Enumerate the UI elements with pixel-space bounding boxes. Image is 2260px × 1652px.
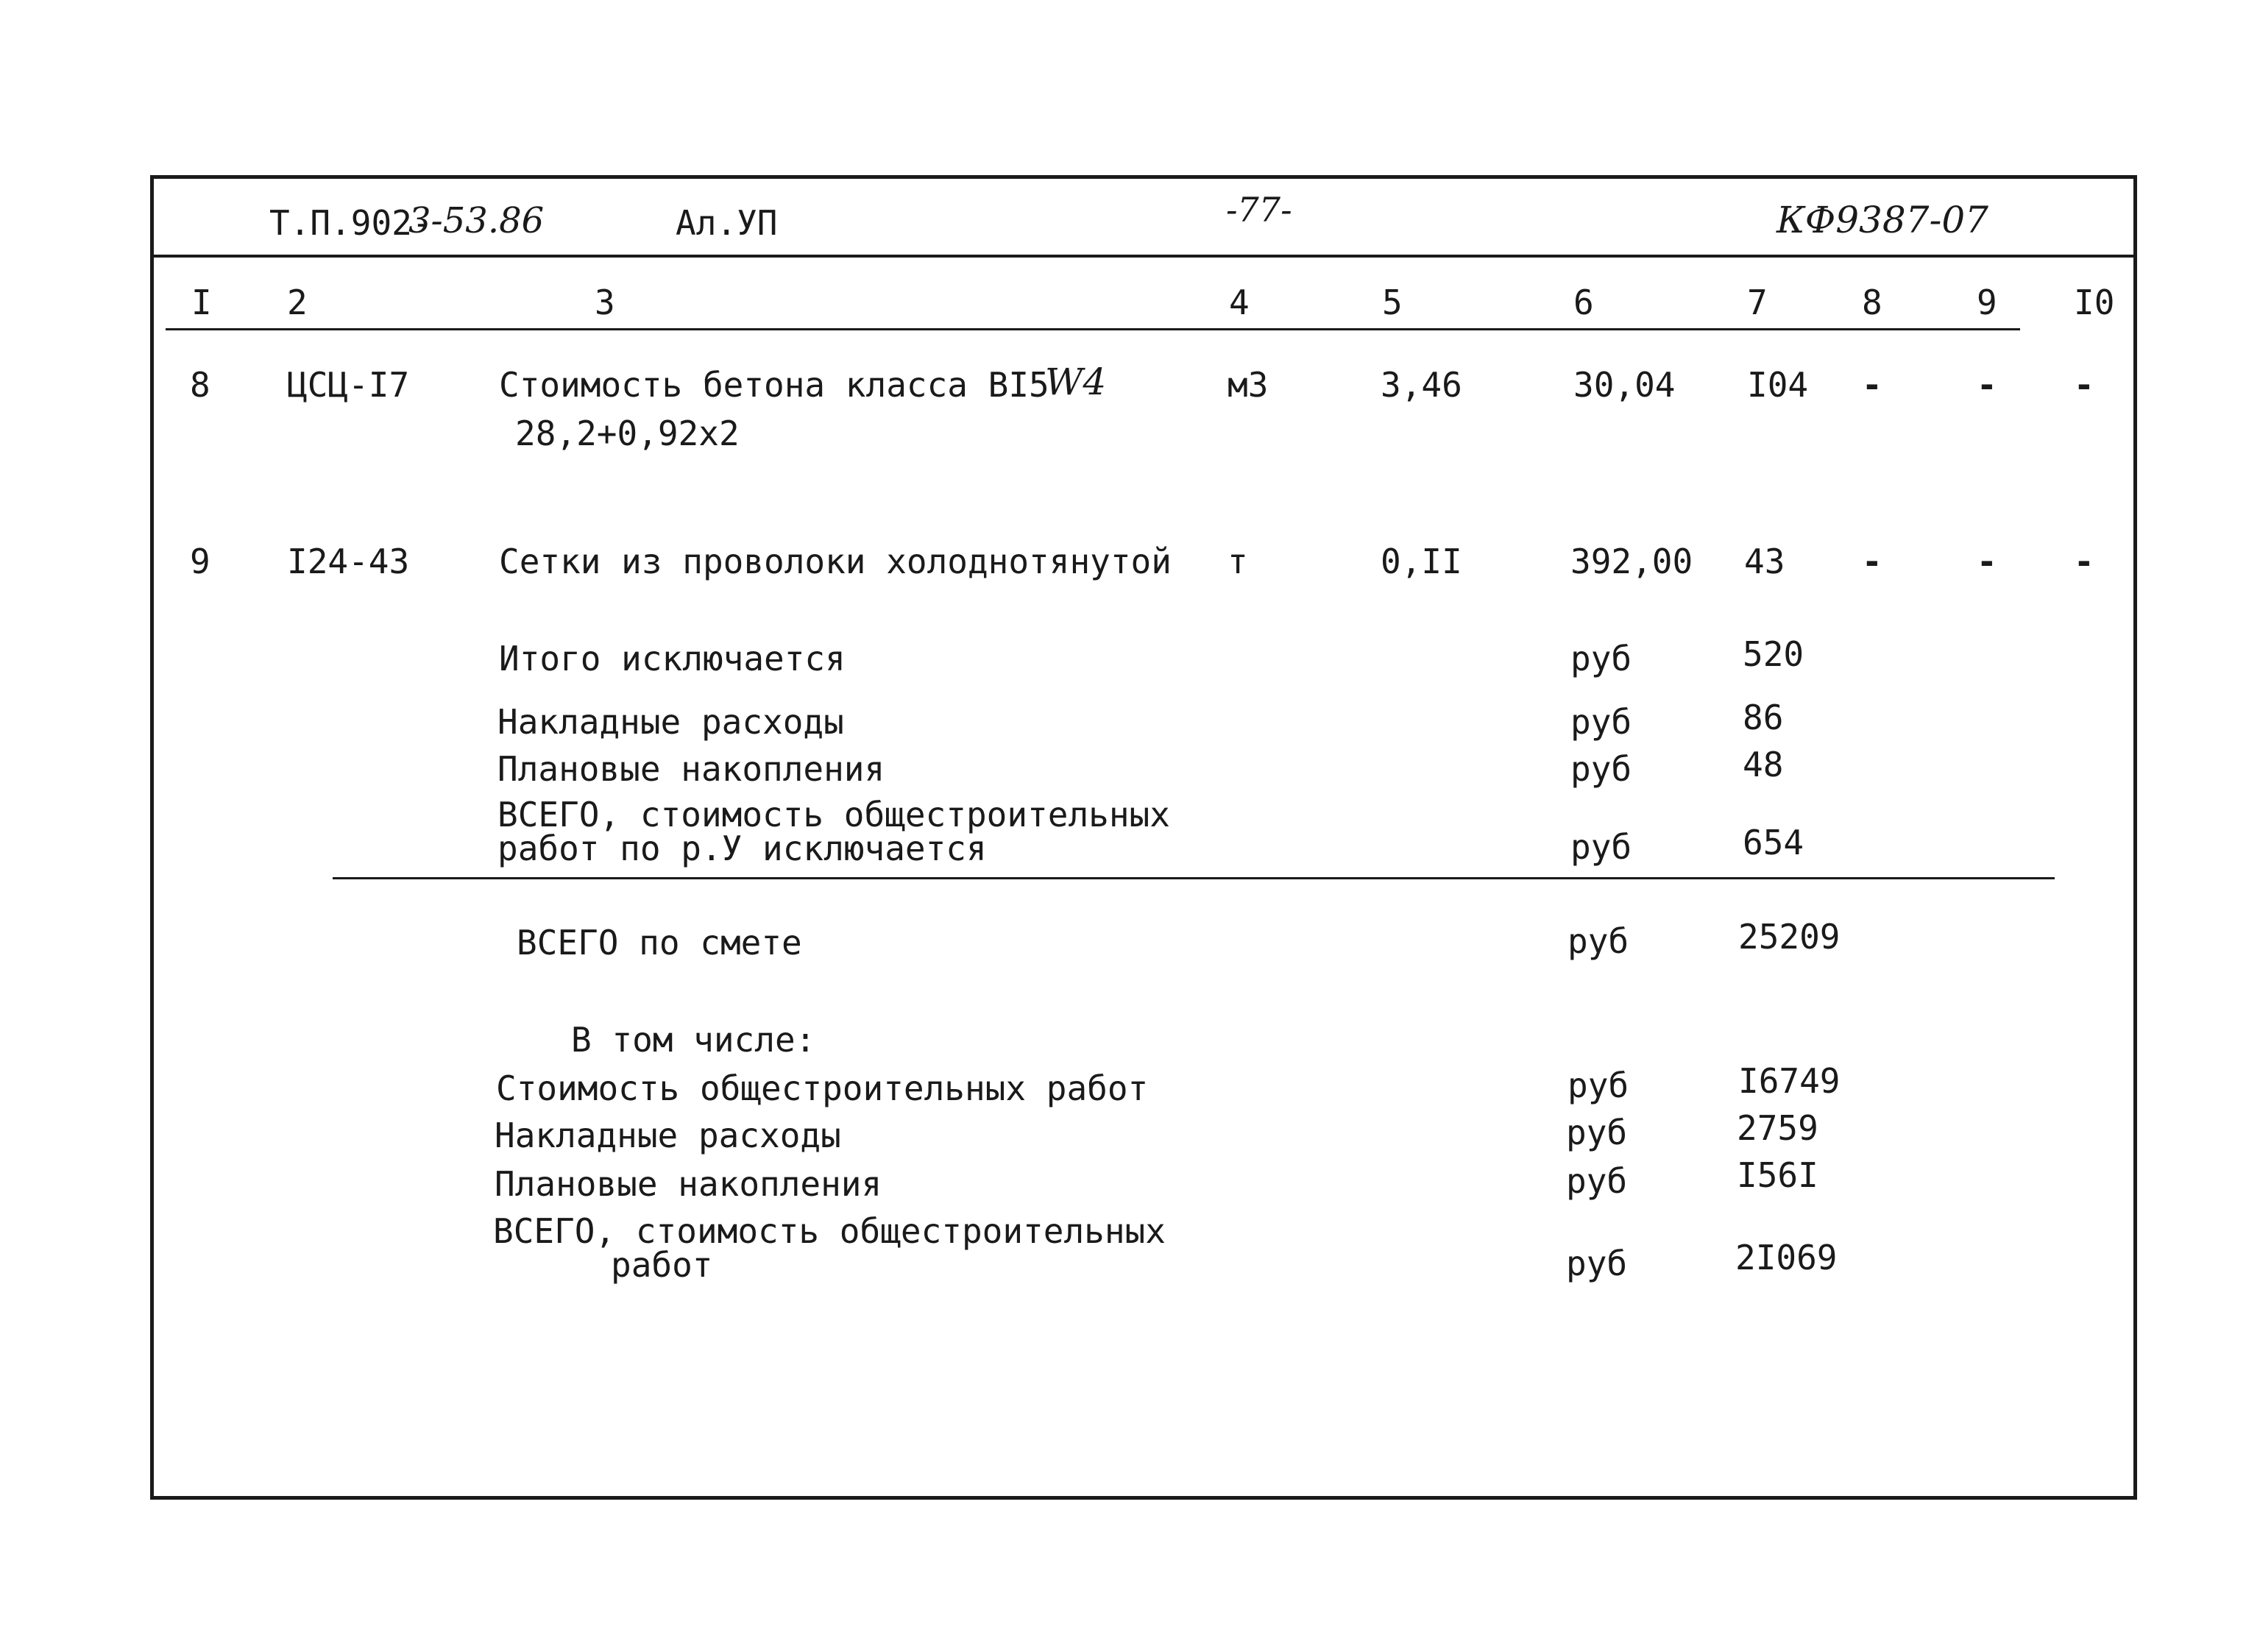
album-label: Ал.УП <box>676 203 778 243</box>
including-profit-value: I56I <box>1737 1155 1818 1195</box>
row-8-total: I04 <box>1747 365 1809 405</box>
grand-total-value: 25209 <box>1738 917 1841 957</box>
row-8-qty: 3,46 <box>1381 365 1462 405</box>
summary-profit-unit: руб <box>1570 749 1632 789</box>
row-9-unit: т <box>1228 542 1248 581</box>
including-profit-unit: руб <box>1566 1161 1628 1201</box>
summary-excluded-label: Итого исключается <box>499 639 846 678</box>
including-total-label2: работ <box>611 1245 713 1285</box>
including-construction-label: Стоимость общестроительных работ <box>496 1068 1149 1108</box>
col-header-3: 3 <box>595 283 615 322</box>
row-9-qty: 0,II <box>1381 542 1462 581</box>
col-header-8: 8 <box>1862 283 1882 322</box>
row-8-unit: м3 <box>1228 365 1269 405</box>
summary-total-excluded-label: ВСЕГО, стоимость общестроительных <box>497 795 1170 834</box>
stamp-code: КФ9387-07 <box>1777 199 1988 241</box>
col-header-7: 7 <box>1747 283 1768 322</box>
summary-profit-label: Плановые накопления <box>497 749 885 789</box>
col-header-1: I <box>191 283 212 322</box>
row-8-desc: Стоимость бетона класса BI5 <box>499 365 1049 405</box>
including-total-unit: руб <box>1566 1244 1628 1283</box>
row-8-code: ЦСЦ-I7 <box>287 365 410 405</box>
grand-total-label: ВСЕГО по смете <box>517 923 802 963</box>
col-header-5: 5 <box>1382 283 1403 322</box>
including-construction-unit: руб <box>1568 1066 1629 1105</box>
header-divider <box>154 255 2133 258</box>
summary-total-excluded-value: 654 <box>1743 823 1804 862</box>
including-total-value: 2I069 <box>1735 1238 1838 1277</box>
row-9-price: 392,00 <box>1570 542 1693 581</box>
row-9-desc: Сетки из проволоки холоднотянутой <box>499 542 1172 581</box>
row-8-col9: - <box>1977 365 1997 405</box>
including-total-label: ВСЕГО, стоимость общестроительных <box>493 1211 1166 1251</box>
table-frame <box>150 175 2137 1500</box>
doc-code-printed: Т.П.902- <box>269 203 433 243</box>
row-8-desc-formula: 28,2+0,92x2 <box>515 414 740 453</box>
row-8-col10: - <box>2074 365 2094 405</box>
row-8-col8: - <box>1862 365 1882 405</box>
col-header-9: 9 <box>1977 283 1997 322</box>
row-8-price: 30,04 <box>1573 365 1676 405</box>
summary-excluded-unit: руб <box>1570 639 1632 678</box>
row-9-col10: - <box>2074 542 2094 581</box>
col-header-6: 6 <box>1573 283 1594 322</box>
row-9-total: 43 <box>1744 542 1785 581</box>
summary-overhead-label: Накладные расходы <box>497 702 844 742</box>
including-title: В том числе: <box>571 1020 816 1060</box>
summary-overhead-unit: руб <box>1570 702 1632 742</box>
including-overhead-unit: руб <box>1566 1113 1628 1152</box>
row-9-col8: - <box>1862 542 1882 581</box>
row-9-num: 9 <box>190 542 210 581</box>
row-8-num: 8 <box>190 365 210 405</box>
doc-code-handwritten: 3-53.86 <box>408 200 545 241</box>
col-header-4: 4 <box>1229 283 1250 322</box>
row-9-col9: - <box>1977 542 1997 581</box>
row-9-code: I24-43 <box>287 542 410 581</box>
col-header-2: 2 <box>287 283 308 322</box>
total-separator <box>333 877 2055 879</box>
summary-excluded-value: 520 <box>1743 634 1804 674</box>
page-number: -77- <box>1226 190 1292 230</box>
including-profit-label: Плановые накопления <box>495 1164 882 1204</box>
row-8-desc-note: W4 <box>1045 361 1107 403</box>
including-construction-value: I6749 <box>1738 1061 1841 1101</box>
including-overhead-label: Накладные расходы <box>495 1116 841 1155</box>
including-overhead-value: 2759 <box>1737 1108 1818 1148</box>
summary-total-excluded-label2: работ по р.У исключается <box>497 829 987 868</box>
summary-total-excluded-unit: руб <box>1570 827 1632 867</box>
summary-overhead-value: 86 <box>1743 698 1784 737</box>
grand-total-unit: руб <box>1568 921 1629 961</box>
col-header-10: I0 <box>2074 283 2115 322</box>
column-header-divider <box>166 328 2020 330</box>
summary-profit-value: 48 <box>1743 745 1784 784</box>
